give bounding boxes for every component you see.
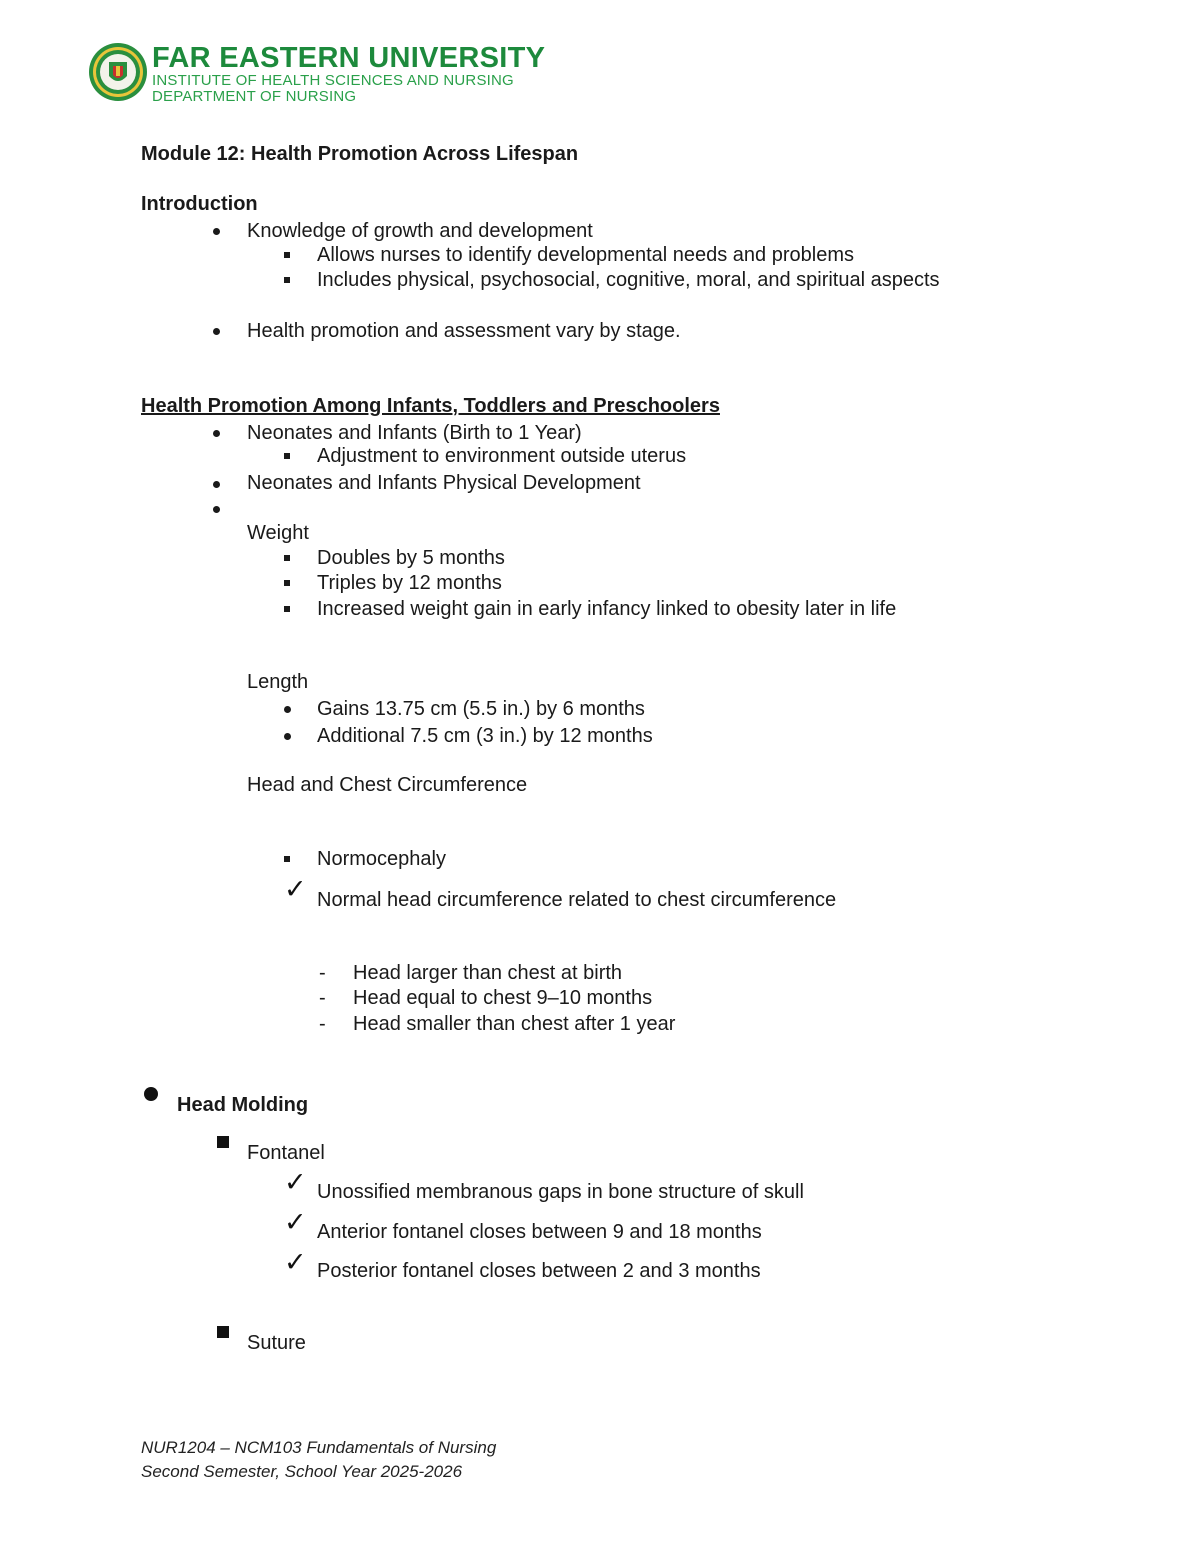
check-icon: ✓ (284, 1207, 307, 1238)
bullet-icon (213, 506, 220, 513)
square-bullet-icon (217, 1326, 229, 1338)
list-item: Knowledge of growth and development (247, 220, 593, 242)
list-item: Allows nurses to identify developmental needs and problems (317, 244, 854, 266)
square-bullet-icon (284, 606, 290, 612)
bullet-icon (284, 733, 291, 740)
section-heading: Health Promotion Among Infants, Toddlers and Preschoolers (141, 395, 720, 417)
footer-semester: Second Semester, School Year 2025-2026 (141, 1462, 463, 1481)
square-bullet-icon (284, 580, 290, 586)
square-bullet-icon (284, 555, 290, 561)
head-molding-heading: Head Molding (177, 1094, 309, 1116)
bullet-icon (213, 328, 220, 335)
length-label: Length (247, 671, 309, 693)
square-bullet-icon (284, 277, 290, 283)
university-seal-icon (88, 38, 148, 106)
dash-icon: - (319, 1013, 326, 1035)
square-bullet-icon (284, 252, 290, 258)
university-name: FAR EASTERN UNIVERSITY (152, 42, 546, 74)
square-bullet-icon (284, 453, 290, 459)
university-logo (88, 38, 148, 106)
list-item: Includes physical, psychosocial, cognitive, moral, and spiritual aspects (317, 269, 940, 291)
list-item: Neonates and Infants (Birth to 1 Year) (247, 422, 582, 444)
dash-icon: - (319, 962, 326, 984)
list-item: Health promotion and assessment vary by stage. (247, 320, 681, 342)
list-item: Normocephaly (317, 848, 446, 870)
bullet-icon (213, 481, 220, 488)
fontanel-label: Fontanel (247, 1142, 325, 1164)
dash-icon: - (319, 987, 326, 1009)
list-item: Neonates and Infants Physical Development (247, 472, 641, 494)
bullet-icon (284, 706, 291, 713)
check-icon: ✓ (284, 1247, 307, 1278)
list-item: Gains 13.75 cm (5.5 in.) by 6 months (317, 698, 645, 720)
list-item: Anterior fontanel closes between 9 and 18 months (317, 1221, 762, 1243)
list-item: Doubles by 5 months (317, 547, 505, 569)
list-item: Triples by 12 months (317, 572, 502, 594)
check-icon: ✓ (284, 1167, 307, 1198)
list-item: Adjustment to environment outside uterus (317, 445, 687, 467)
suture-label: Suture (247, 1332, 306, 1354)
square-bullet-icon (217, 1136, 229, 1148)
intro-heading: Introduction (141, 193, 258, 215)
square-bullet-icon (284, 856, 290, 862)
list-item: Head smaller than chest after 1 year (353, 1013, 676, 1035)
head-chest-label: Head and Chest Circumference (247, 774, 528, 796)
list-item: Posterior fontanel closes between 2 and 3 months (317, 1260, 761, 1282)
department-name: DEPARTMENT OF NURSING (152, 88, 357, 105)
list-item: Head larger than chest at birth (353, 962, 623, 984)
list-item: Additional 7.5 cm (3 in.) by 12 months (317, 725, 653, 747)
list-item: Head equal to chest 9–10 months (353, 987, 653, 1009)
page-title: Module 12: Health Promotion Across Lifespan (141, 143, 579, 165)
weight-label: Weight (247, 522, 309, 544)
bullet-icon (144, 1087, 158, 1101)
bullet-icon (213, 430, 220, 437)
check-icon: ✓ (284, 874, 307, 905)
institute-name: INSTITUTE OF HEALTH SCIENCES AND NURSING (152, 72, 514, 89)
list-item: Normal head circumference related to chest circumference (317, 889, 837, 911)
footer-course: NUR1204 – NCM103 Fundamentals of Nursing (141, 1438, 497, 1457)
list-item: Increased weight gain in early infancy linked to obesity later in life (317, 598, 897, 620)
bullet-icon (213, 228, 220, 235)
list-item: Unossified membranous gaps in bone structure of skull (317, 1181, 804, 1203)
